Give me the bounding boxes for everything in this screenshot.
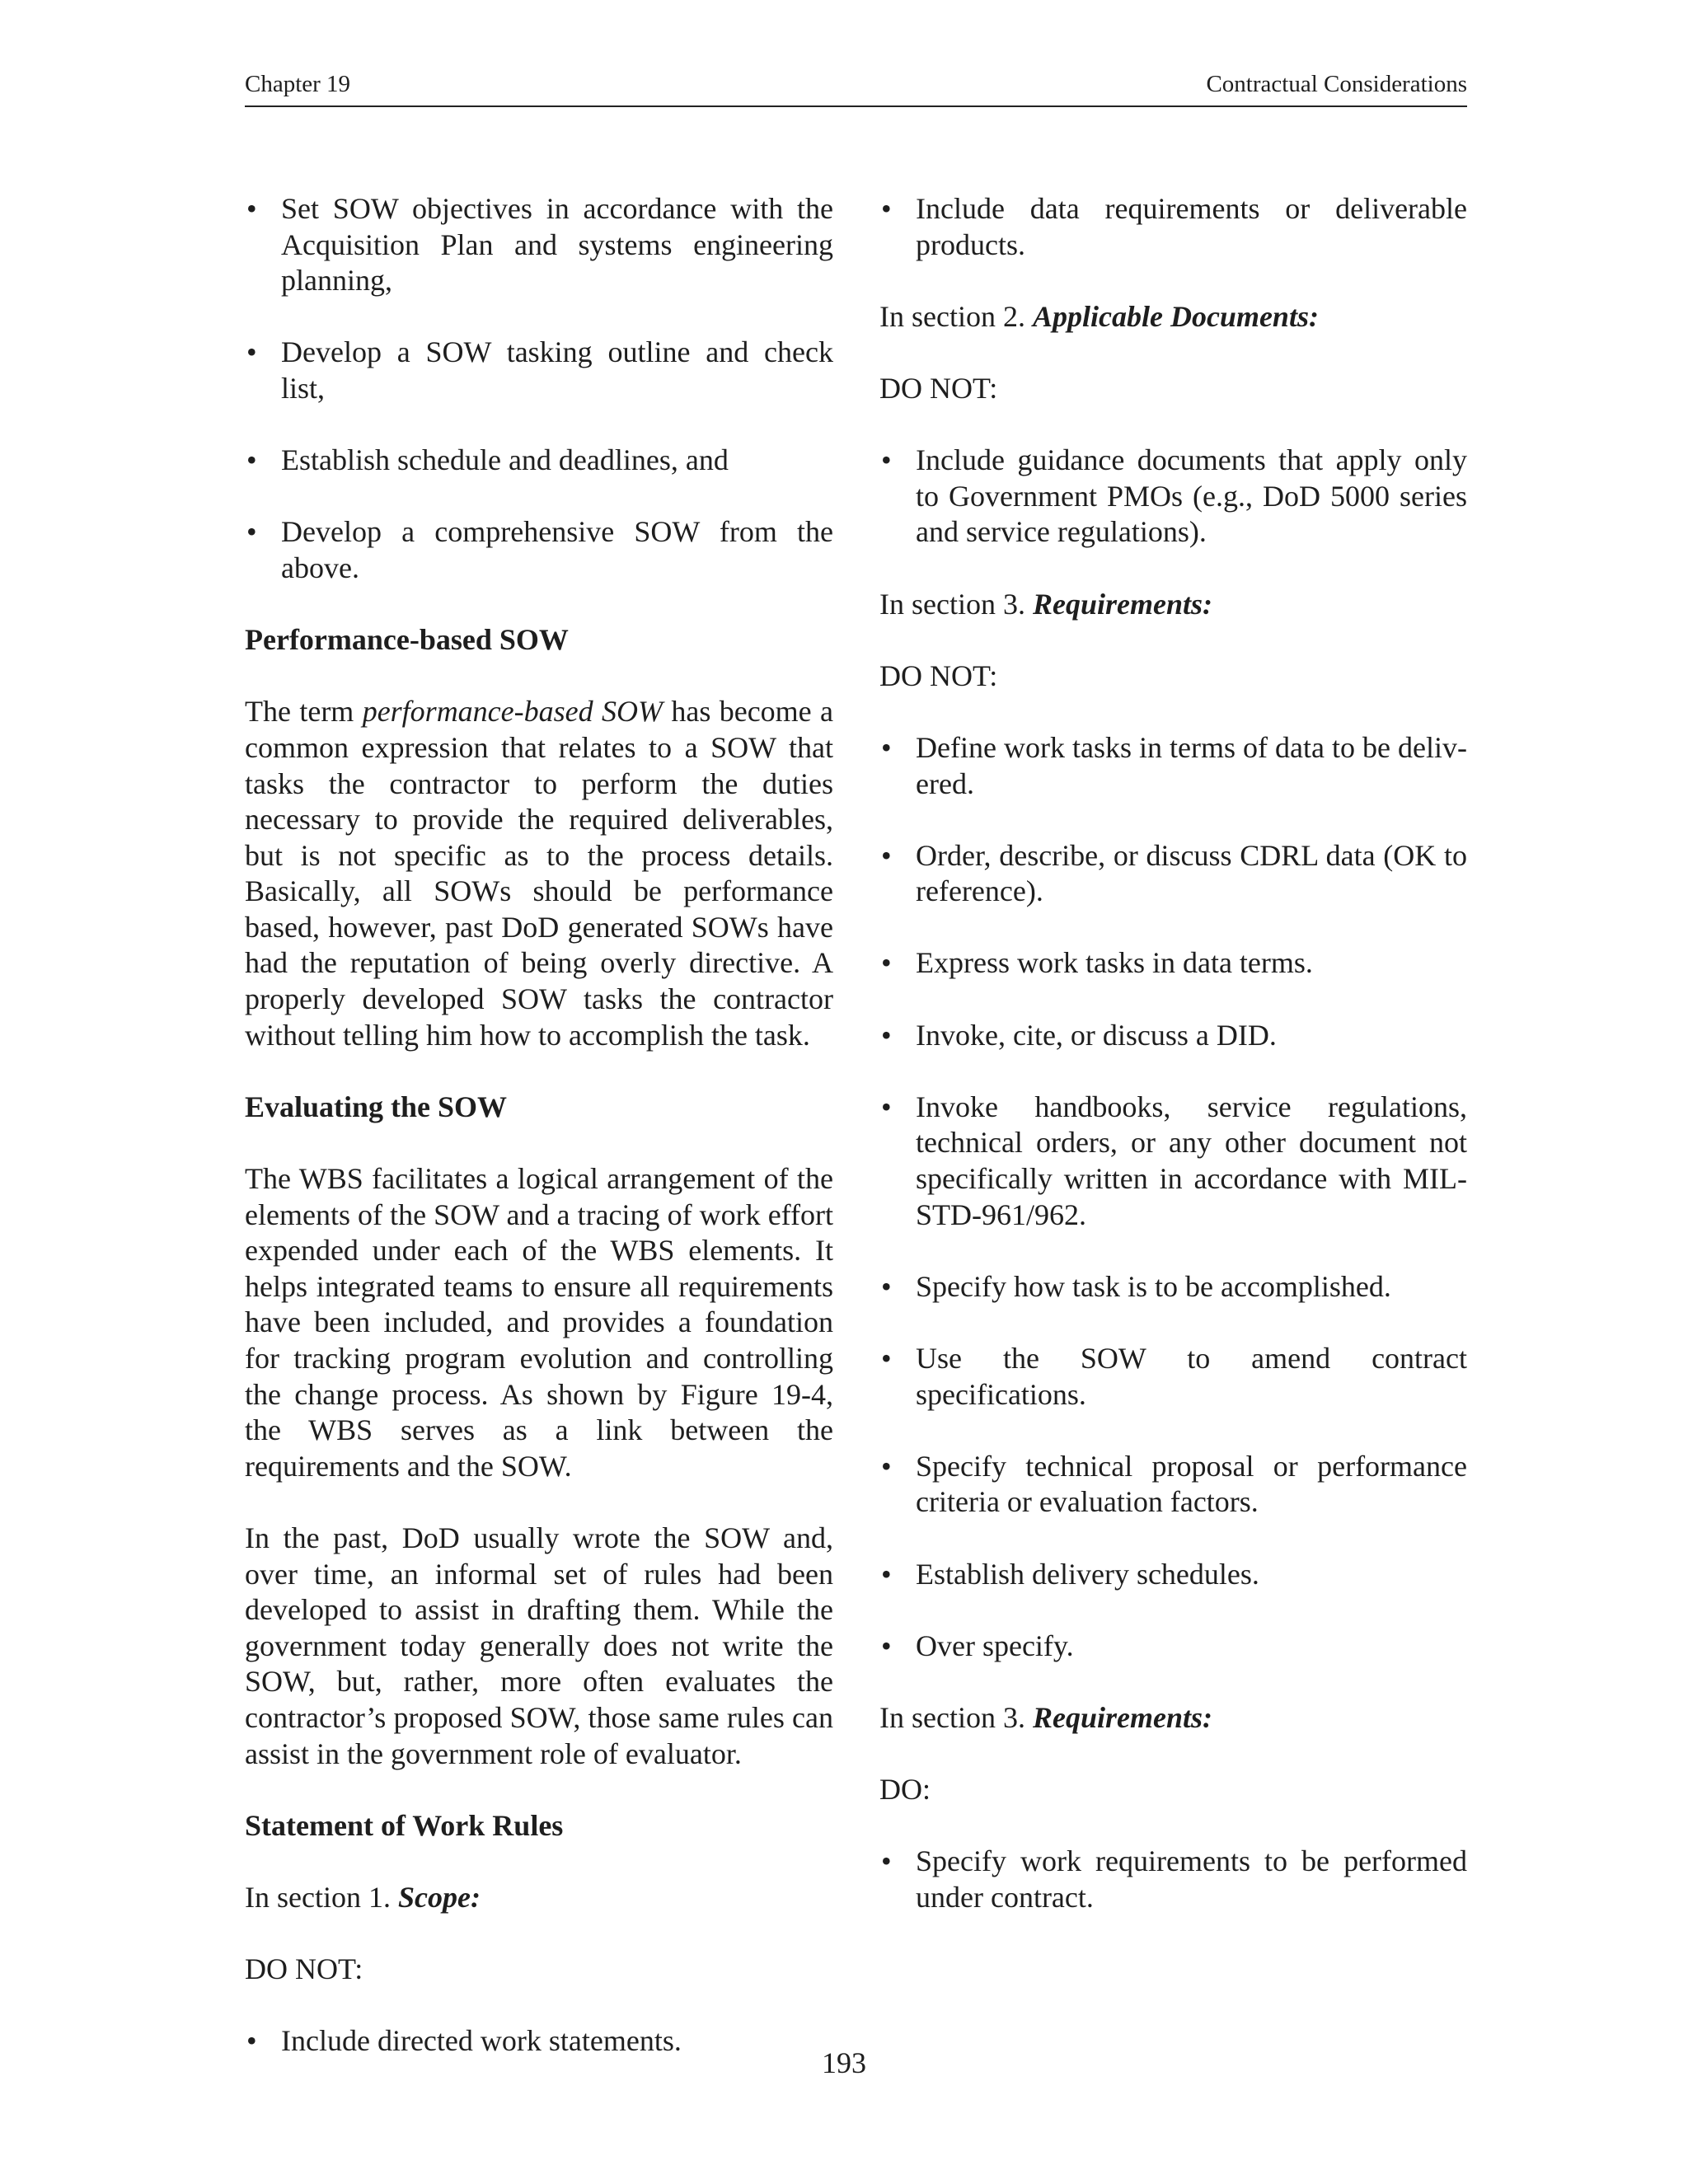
bullet-icon: • [881, 1629, 892, 1662]
chapter-label: Chapter 19 [245, 71, 351, 97]
right-column [879, 191, 1467, 1952]
bullet-icon: • [246, 335, 257, 369]
list-item: • Establish schedule and deadlines, and [245, 443, 833, 479]
list-item: • Develop a SOW tasking outline and check list, [246, 335, 833, 405]
section-2-label: In section 2. Applicable Documents: [879, 299, 1319, 333]
list-item: • Include data requirements or deliverable products. [881, 192, 1467, 261]
list-item: • Specify technical proposal or performance criteria or evaluation factors. [881, 1449, 1467, 1519]
evaluating-sow-paragraph-2: In the past, DoD usually wrote the SOW and, over time, an informal set of rules had been developed to assist in drafting them. While the government today generally does not write the SOW, but, rather, more often evaluates the contractor’s proposed SOW, those same rules can assist in the government role of evaluator. [245, 1521, 833, 1770]
list-item: • Use the SOW to amend contract specifications. [881, 1342, 1467, 1411]
list-item: • Develop a comprehensive SOW from the above. [246, 515, 833, 584]
left-column [245, 191, 833, 2095]
list-item: • Establish delivery schedules. [879, 1557, 1467, 1593]
section-title: Contractual Considerations [1206, 71, 1467, 97]
do-not-label: DO NOT: [245, 1952, 363, 1986]
bullet-icon: • [246, 192, 257, 225]
do-label: DO: [879, 1773, 931, 1807]
list-item: • Express work tasks in data terms. [879, 945, 1467, 982]
list-item: • Invoke handbooks, service regulations, technical orders, or any other document not specifically written in accordance with MIL-STD-961/962. [881, 1090, 1467, 1231]
list-item: • Specify how task is to be accomplished. [879, 1269, 1467, 1305]
list-item: • Include guidance documents that apply only to Government PMOs (e.g., DoD 5000 series and service regulations). [881, 443, 1467, 549]
running-header [245, 69, 1467, 107]
bullet-icon: • [246, 515, 257, 549]
bullet-icon: • [246, 443, 257, 477]
bullet-icon: • [881, 1090, 892, 1123]
list-item: • Set SOW objectives in accordance with the Acquisition Plan and systems engineering planning, [246, 192, 833, 298]
performance-sow-paragraph: The term performance-based SOW has become a common expression that relates to a SOW that tasks the contractor to perform the duties necessary to provide the required deliverables, but is not specific as to the process details. Basically, all SOWs should be performance based, however, past DoD generated SOWs have had the reputation of being overly directive. A properly developed SOW tasks the contractor without telling him how to accomplish the task. [245, 695, 833, 1052]
evaluating-sow-paragraph-1: The WBS facilitates a logical arrangement of the elements of the SOW and a tracing of work effort expended under each of the WBS elements. It helps integrated teams to ensure all requirements have been included, and provides a foundation for tracking program evolution and controlling the change process. As shown by Figure 19-4, the WBS serves as a link between the requirements and the SOW. [245, 1162, 833, 1483]
list-item: • Define work tasks in terms of data to be delivered. [881, 730, 1467, 800]
bullet-icon: • [881, 443, 892, 477]
bullet-icon: • [881, 1018, 892, 1052]
list-item: • Specify work requirements to be performed under contract. [881, 1844, 1467, 1914]
evaluating-sow-heading: Evaluating the SOW [245, 1090, 508, 1123]
performance-sow-heading: Performance-based SOW [245, 623, 569, 657]
bullet-icon: • [881, 192, 892, 225]
bullet-icon: • [881, 1449, 892, 1483]
bullet-icon: • [881, 1557, 892, 1591]
bullet-icon: • [881, 1342, 892, 1375]
do-not-label: DO NOT: [879, 658, 998, 692]
bullet-icon: • [881, 1269, 892, 1303]
do-not-label: DO NOT: [879, 371, 998, 405]
sow-rules-heading: Statement of Work Rules [245, 1808, 564, 1842]
bullet-icon: • [246, 2024, 257, 2058]
bullet-icon: • [881, 946, 892, 980]
list-item: • Invoke, cite, or discuss a DID. [879, 1018, 1467, 1054]
bullet-icon: • [881, 1844, 892, 1878]
bullet-icon: • [881, 730, 892, 764]
bullet-icon: • [881, 838, 892, 872]
page-number: 193 [822, 2046, 866, 2079]
section-3-label: In section 3. Requirements: [879, 587, 1212, 621]
list-item: • Over specify. [879, 1629, 1467, 1665]
list-item: • Include directed work statements. [245, 2023, 833, 2060]
list-item: • Order, describe, or discuss CDRL data (OK to reference). [881, 838, 1467, 908]
section-3-label: In section 3. Requirements: [879, 1700, 1212, 1734]
section-1-label: In section 1. Scope: [245, 1880, 481, 1914]
